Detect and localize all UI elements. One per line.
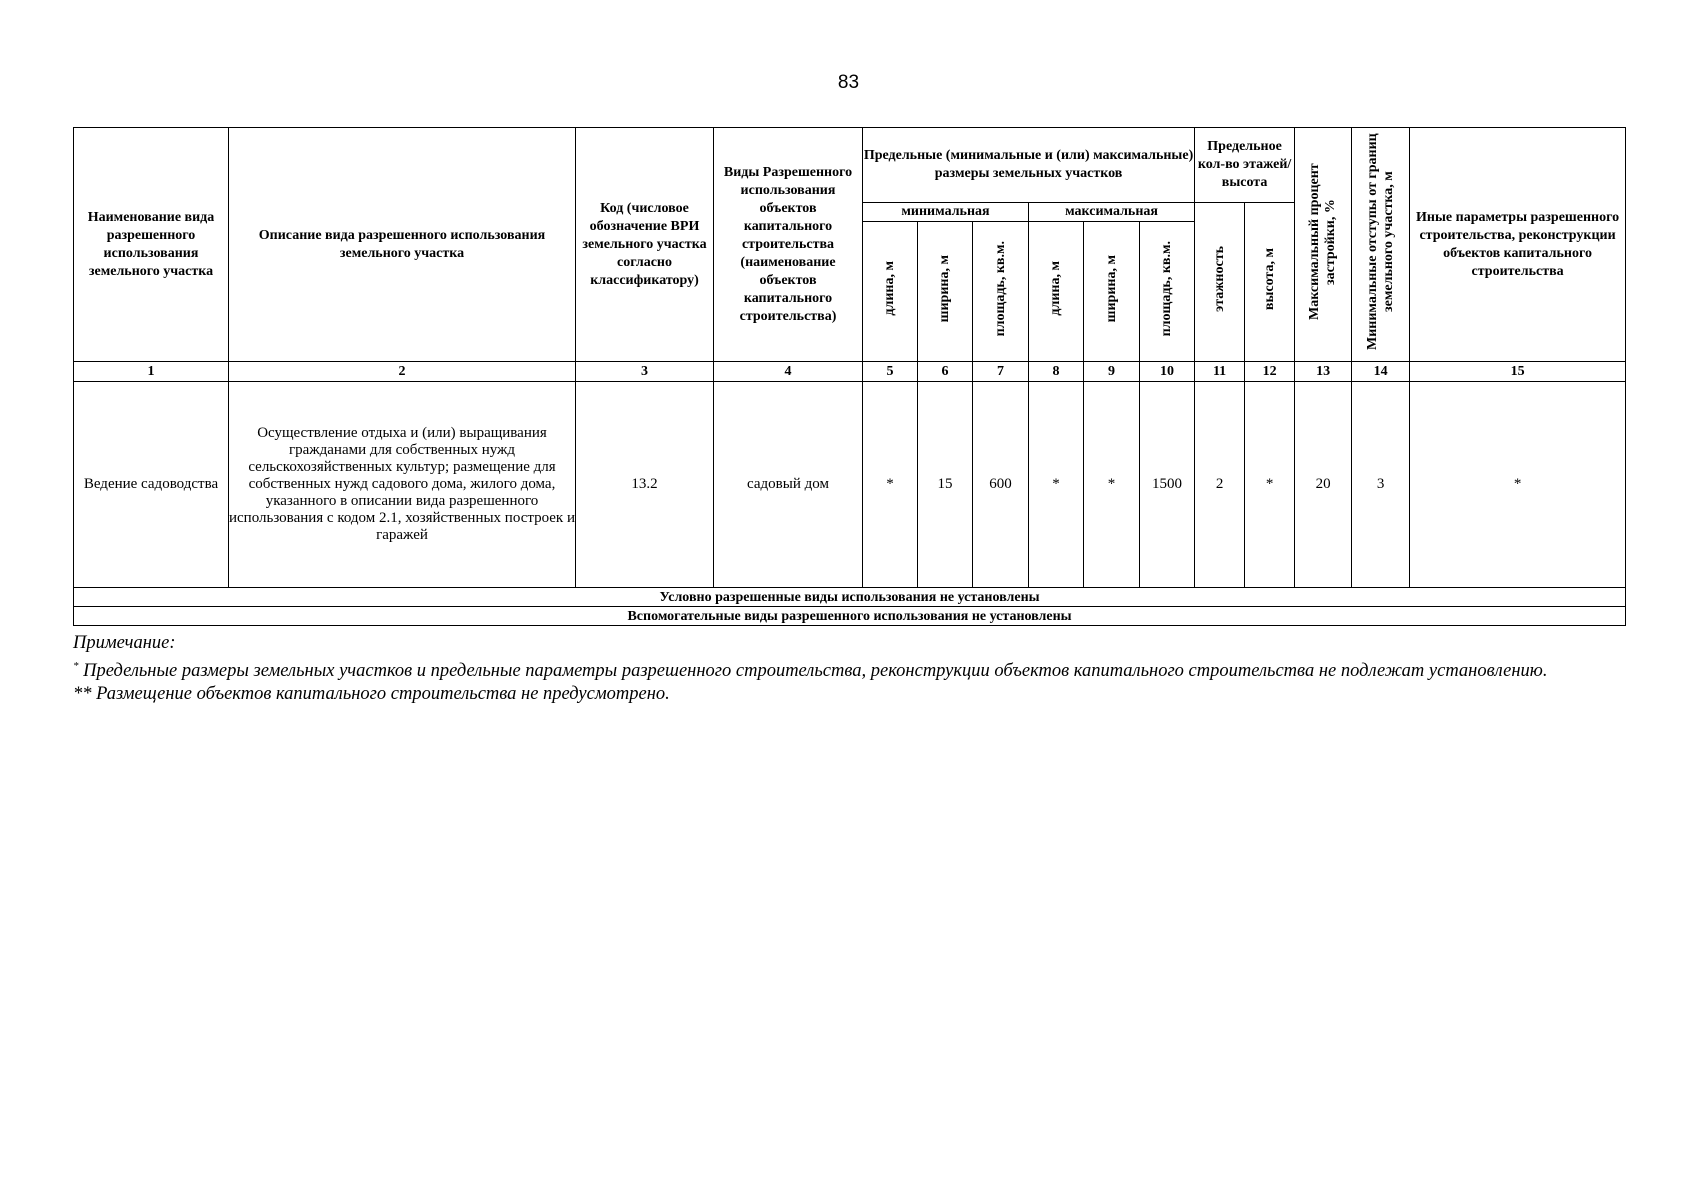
cell-min-length: *: [863, 382, 918, 588]
header-col15: Иные параметры разрешенного строительства, реконструкции объектов капитального строительства: [1410, 128, 1626, 362]
header-group-floors: Предельное кол-во этажей/ высота: [1195, 128, 1295, 203]
column-number: 14: [1352, 362, 1410, 382]
column-number-row: [74, 362, 1626, 382]
cell-use-name: Ведение садоводства: [74, 382, 229, 588]
header-col11: этажность: [1195, 203, 1245, 362]
note-1-text: Предельные размеры земельных участков и предельные параметры разрешенного строительства, реконструкции объектов капитального строительства не подлежат установлению.: [78, 661, 1548, 681]
note-1-marker: *: [73, 660, 79, 672]
header-col4: Виды Разрешенного использования объектов капитального строительства (наименование объектов капитального строительства): [714, 128, 863, 362]
cell-max-area: 1500: [1140, 382, 1195, 588]
column-number: 2: [229, 362, 576, 382]
column-number: 9: [1084, 362, 1140, 382]
cell-min-setback: 3: [1352, 382, 1410, 588]
header-col9: ширина, м: [1084, 222, 1140, 362]
header-col7: площадь, кв.м.: [973, 222, 1029, 362]
page-number: 83: [837, 72, 860, 93]
cell-height: *: [1245, 382, 1295, 588]
header-col12: высота, м: [1245, 203, 1295, 362]
column-number: 11: [1195, 362, 1245, 382]
header-col5: длина, м: [863, 222, 918, 362]
header-col1: Наименование вида разрешенного использования земельного участка: [74, 128, 229, 362]
column-number: 12: [1245, 362, 1295, 382]
auxiliary-uses-text: Вспомогательные виды разрешенного использования не установлены: [74, 607, 1626, 626]
column-number: 7: [973, 362, 1029, 382]
cell-min-area: 600: [973, 382, 1029, 588]
header-col3: Код (числовое обозначение ВРИ земельного участка согласно классификатору): [576, 128, 714, 362]
header-group-max: максимальная: [1029, 203, 1195, 222]
notes-title: Примечание:: [73, 633, 176, 653]
header-group-min: минимальная: [863, 203, 1029, 222]
column-number: 6: [918, 362, 973, 382]
cell-other-params: *: [1410, 382, 1626, 588]
cell-max-width: *: [1084, 382, 1140, 588]
permitted-use-table: [73, 127, 1626, 626]
header-col2: Описание вида разрешенного использования земельного участка: [229, 128, 576, 362]
note-2: ** Размещение объектов капитального строительства не предусмотрено.: [73, 684, 670, 704]
auxiliary-uses-row: [74, 607, 1626, 626]
header-col13: Максимальный процент застройки, %: [1295, 128, 1352, 362]
column-number: 8: [1029, 362, 1084, 382]
cell-code: 13.2: [576, 382, 714, 588]
note-1: [73, 655, 1633, 683]
conditional-uses-row: [74, 588, 1626, 607]
header-col10: площадь, кв.м.: [1140, 222, 1195, 362]
notes-section: [73, 632, 1633, 706]
cell-floors: 2: [1195, 382, 1245, 588]
column-number: 13: [1295, 362, 1352, 382]
column-number: 10: [1140, 362, 1195, 382]
cell-use-description: Осуществление отдыха и (или) выращивания гражданами для собственных нужд сельскохозяйственных культур; размещение для собственных нужд садового дома, жилого дома, указанного в описании вида разрешенного использования с кодом 2.1, хозяйственных построек и гаражей: [229, 382, 576, 588]
header-col8: длина, м: [1029, 222, 1084, 362]
header-group-sizes: Предельные (минимальные и (или) максимальные) размеры земельных участков: [863, 128, 1195, 203]
header-col6: ширина, м: [918, 222, 973, 362]
column-number: 15: [1410, 362, 1626, 382]
column-number: 3: [576, 362, 714, 382]
header-col14: Минимальные отступы от границ земельного участка, м: [1352, 128, 1410, 362]
conditional-uses-text: Условно разрешенные виды использования не установлены: [74, 588, 1626, 607]
cell-max-build-percent: 20: [1295, 382, 1352, 588]
cell-max-length: *: [1029, 382, 1084, 588]
column-number: 1: [74, 362, 229, 382]
cell-min-width: 15: [918, 382, 973, 588]
cell-object-types: садовый дом: [714, 382, 863, 588]
column-number: 5: [863, 362, 918, 382]
column-number: 4: [714, 362, 863, 382]
table-row: [74, 382, 1626, 588]
